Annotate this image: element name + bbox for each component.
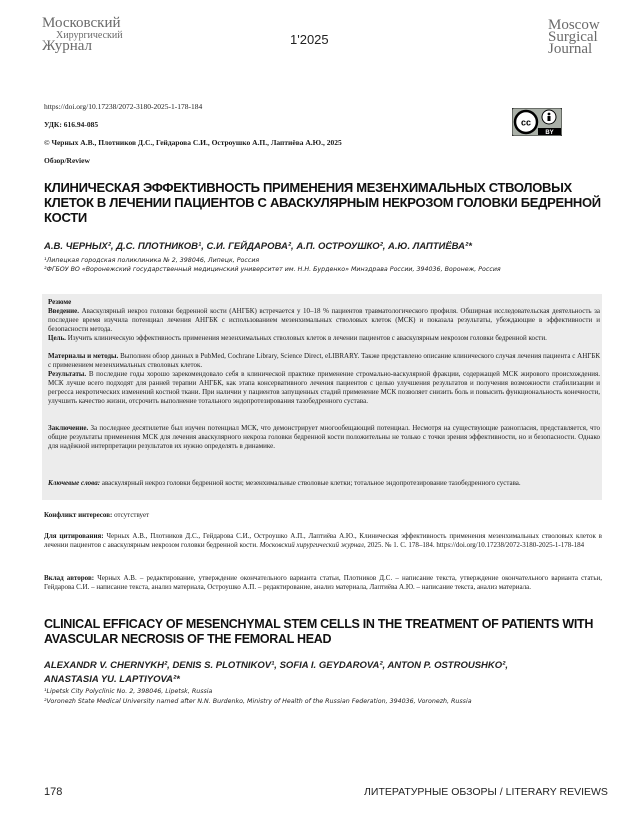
citation-text: Черных А.В., Плотников Д.С., Гейдарова С.И., Остроушко А.П., Лаптиёва А.Ю., Клиническая эффективность применения мезенхимальных стволовых клеток в лечении пациентов с аваскулярным некрозом головки бедренной кости.	[44, 532, 602, 549]
logo-ru-line1: Московский	[42, 15, 121, 31]
logo-en-line3: Journal	[548, 41, 593, 57]
conflict-of-interest	[44, 511, 602, 520]
aim-text: Изучить клиническую эффективность применения мезенхимальных стволовых клеток в лечении пациентов с аваскулярным некрозом головки бедренной кости.	[67, 334, 547, 342]
cc-license-badge[interactable]	[512, 108, 562, 136]
journal-logo-en	[548, 17, 608, 57]
intro-label: Введение.	[48, 307, 80, 315]
logo-ru-line2: Хирургический	[56, 30, 123, 41]
contribution-label: Вклад авторов:	[44, 574, 95, 582]
title-en: CLINICAL EFFICACY OF MESENCHYMAL STEM CELLS IN THE TREATMENT OF PATIENTS WITH AVASCULAR NECROSIS OF THE FEMORAL HEAD	[44, 617, 594, 646]
article-type: Обзор/Review	[44, 156, 90, 165]
methods-label: Материалы и методы.	[48, 352, 119, 360]
copyright: © Черных А.В., Плотников Д.С., Гейдарова С.И., Остроушко А.П., Лаптиёва А.Ю., 2025	[44, 138, 342, 147]
license-badge-label: BY	[545, 130, 554, 136]
affiliation-ru-1: ¹Липецкая городская поликлиника № 2, 398046, Липецк, Россия	[44, 257, 260, 264]
citation-label: Для цитирования:	[44, 532, 104, 540]
citation	[44, 532, 602, 550]
authors-en-line1: ALEXANDR V. CHERNYKH², DENIS S. PLOTNIKOV¹, SOFIA I. GEYDAROVA², ANTON P. OSTROUSHKO²,	[44, 660, 508, 671]
citation-journal: Московский хирургический журнал,	[259, 541, 366, 549]
abstract-results	[48, 370, 600, 406]
intro-text: Аваскулярный некроз головки бедренной кости (АНГБК) встречается у 10–18 % пациентов травматологического профиля. Обширная исследовательская деятельность за последнее время изучила потенциал лечения АНГБК с использованием мезенхимальных стволовых клеток (МСК) и показала результаты, убеждающие в эффективности и безопасности метода.	[48, 307, 600, 333]
authors-en-line2: ANASTASIA YU. LAPTIYOVA²*	[44, 674, 180, 685]
results-text: В последние годы хорошо зарекомендовало себя в клинической практике применение стромально-васкулярной фракции, содержащей МСК жирового происхождения. МСК лучше всего подходят для ранней терапии АНГБК, как этапа консервативного лечения пациентов с целью улучшения результатов и получения возможности стабилизации и регресса некротических изменений костной ткани. При наличии у пациентов запущенных стадий применение МСК позволяет снизить боль и повысить функциональность конечности, улучшить качество жизни, отсрочить выполнение тотального эндопротезирования тазобедренного сустава.	[48, 370, 600, 405]
page-number: 178	[44, 786, 63, 798]
logo-en-line1: Moscow	[548, 17, 600, 33]
abstract-conclusion	[48, 424, 600, 451]
svg-text:cc: cc	[520, 117, 532, 128]
abstract-heading: Резюме	[48, 298, 72, 306]
keywords-text: аваскулярный некроз головки бедренной кости; мезенхимальные стволовые клетки; тотальное эндопротезирование тазобедренного сустава.	[101, 479, 521, 487]
udc-code: УДК: 616.94-085	[44, 120, 99, 129]
keywords-label: Ключевые слова:	[48, 479, 101, 487]
affiliation-en-1: ¹Lipetsk City Polyclinic No. 2, 398046, Lipetsk, Russia	[44, 688, 213, 695]
citation-tail[interactable]: 2025. № 1. С. 178–184. https://doi.org/10.17238/2072-3180-2025-1-178-184	[367, 541, 585, 549]
conclusion-text: За последнее десятилетие был изучен потенциал МСК, что демонстрирует многообещающий потенциал. Несмотря на существующие разногласия, представляется, что общие результаты применения МСК для лечения аваскулярного некроза головки бедренной кости положительны не только с точки зрения эффективности, но и безопасности. Однако для надёжной интерпретации результатов их нужно определять в динамике.	[48, 424, 601, 450]
abstract-keywords	[48, 479, 600, 488]
abstract-aim	[48, 334, 600, 343]
logo-ru-line3: Журнал	[42, 38, 93, 54]
journal-logo-ru	[42, 15, 142, 54]
conflict-text: отсутствует	[114, 511, 150, 519]
abstract-methods	[48, 352, 600, 370]
issue-number: 1'2025	[290, 32, 329, 47]
authors-ru: А.В. ЧЕРНЫХ², Д.С. ПЛОТНИКОВ¹, С.И. ГЕЙДАРОВА², А.П. ОСТРОУШКО², А.Ю. ЛАПТИЁВА²*	[44, 241, 472, 252]
methods-text: Выполнен обзор данных в PubMed, Cochrane Library, Science Direct, eLIBRARY. Также представлено описание клинического случая лечения пациента с АНГБК с применением мезенхимальных стволовых клеток.	[48, 352, 600, 369]
logo-en-line2: Surgical	[548, 29, 598, 45]
aim-label: Цель.	[48, 334, 66, 342]
doi-link[interactable]: https://doi.org/10.17238/2072-3180-2025-1-178-184	[44, 102, 203, 111]
affiliation-ru-2: ²ФГБОУ ВО «Воронежский государственный медицинский университет им. Н.Н. Бурденко» Минздрава России, 394036, Воронеж, Россия	[44, 266, 501, 273]
author-contribution	[44, 574, 602, 592]
title-ru: КЛИНИЧЕСКАЯ ЭФФЕКТИВНОСТЬ ПРИМЕНЕНИЯ МЕЗЕНХИМАЛЬНЫХ СТВОЛОВЫХ КЛЕТОК В ЛЕЧЕНИИ ПАЦИЕНТОВ С АВАСКУЛЯРНЫМ НЕКРОЗОМ ГОЛОВКИ БЕДРЕННОЙ КОСТИ	[44, 180, 601, 225]
results-label: Результаты.	[48, 370, 87, 378]
section-title: ЛИТЕРАТУРНЫЕ ОБЗОРЫ / LITERARY REVIEWS	[364, 786, 608, 798]
abstract-intro	[48, 307, 600, 334]
affiliation-en-2: ²Voronezh State Medical University named after N.N. Burdenko, Ministry of Health of the Russian Federation, 394036, Voronezh, Russia	[44, 698, 472, 705]
contribution-text: Черных А.В. – редактирование, утверждение окончательного варианта статьи, Плотников Д.С. – написание текста, утверждение окончательного варианта статьи, Гейдарова С.И. – написание текста, анализ материала, Остроушко А.П. – редактирование, анализ материала, Лаптиёва А.Ю. – написание текста, анализ материала.	[44, 574, 603, 591]
conflict-label: Конфликт интересов:	[44, 511, 113, 519]
conclusion-label: Заключение.	[48, 424, 89, 432]
